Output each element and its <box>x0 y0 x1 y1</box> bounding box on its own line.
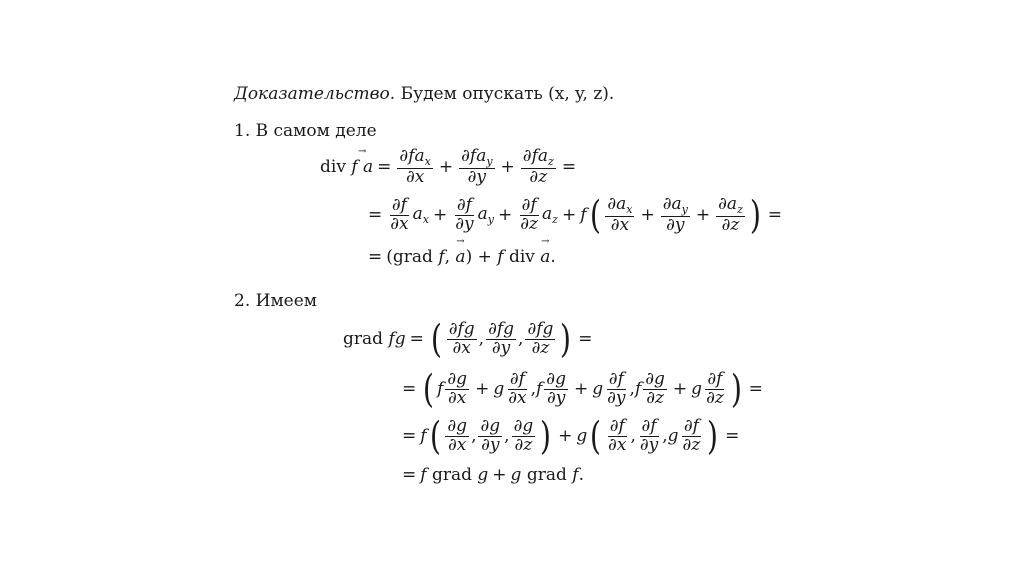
formula-2-line-1: grad fg = ( $\frac{\partial fg}{\partial x}$ , $\frac{\partial fg}{\partial y}$ , $\frac{\partial fg}{\partial z}$ ) = <box>343 317 593 361</box>
formula-1-line-2: = $\frac{\partial f}{\partial x}$ $a_x$ + $\frac{\partial f}{\partial y}$ $a_y$ + $\frac{\partial f}{\partial z}$ $a_z$ + f ( $\frac{\partial a_x}{\partial x}$ + $\frac{\partial a_y}{\partial y}$ + $\frac{\partial a_z}{\partial z}$ ) = <box>368 193 782 238</box>
proof-intro-text: Будем опускать (x, y, z). <box>400 84 615 104</box>
item-1-label: 1. В самом деле <box>234 121 377 141</box>
proof-label: Доказательство. <box>234 84 396 104</box>
item-2-label: 2. Имеем <box>234 291 318 311</box>
formula-2-line-4: = f grad g + g grad f . <box>402 465 584 485</box>
proof-intro <box>234 84 614 104</box>
formula-2-line-3: = f ( $\frac{\partial g}{\partial x}$ , $\frac{\partial g}{\partial y}$ , $\frac{\partial g}{\partial z}$ ) + g ( $\frac{\partial f}{\partial x}$ , $\frac{\partial f}{\partial y}$ , g $\frac{\partial f}{\partial z}$ ) = <box>402 414 740 458</box>
formula-2-line-2: = ( f $\frac{\partial g}{\partial x}$ + g $\frac{\partial f}{\partial x}$ , f $\frac{\partial g}{\partial y}$ + g $\frac{\partial f}{\partial y}$ , f $\frac{\partial g}{\partial z}$ + g $\frac{\partial f}{\partial z}$ ) = <box>402 367 763 411</box>
formula-1-line-1: div f a → = $\frac{\partial fa_x}{\partial x}$ + $\frac{\partial fa_y}{\partial y}$ + $\frac{\partial fa_z}{\partial z}$ = <box>320 148 580 186</box>
formula-1-line-3: = (grad f , a → ) + f div a → . <box>364 247 556 267</box>
